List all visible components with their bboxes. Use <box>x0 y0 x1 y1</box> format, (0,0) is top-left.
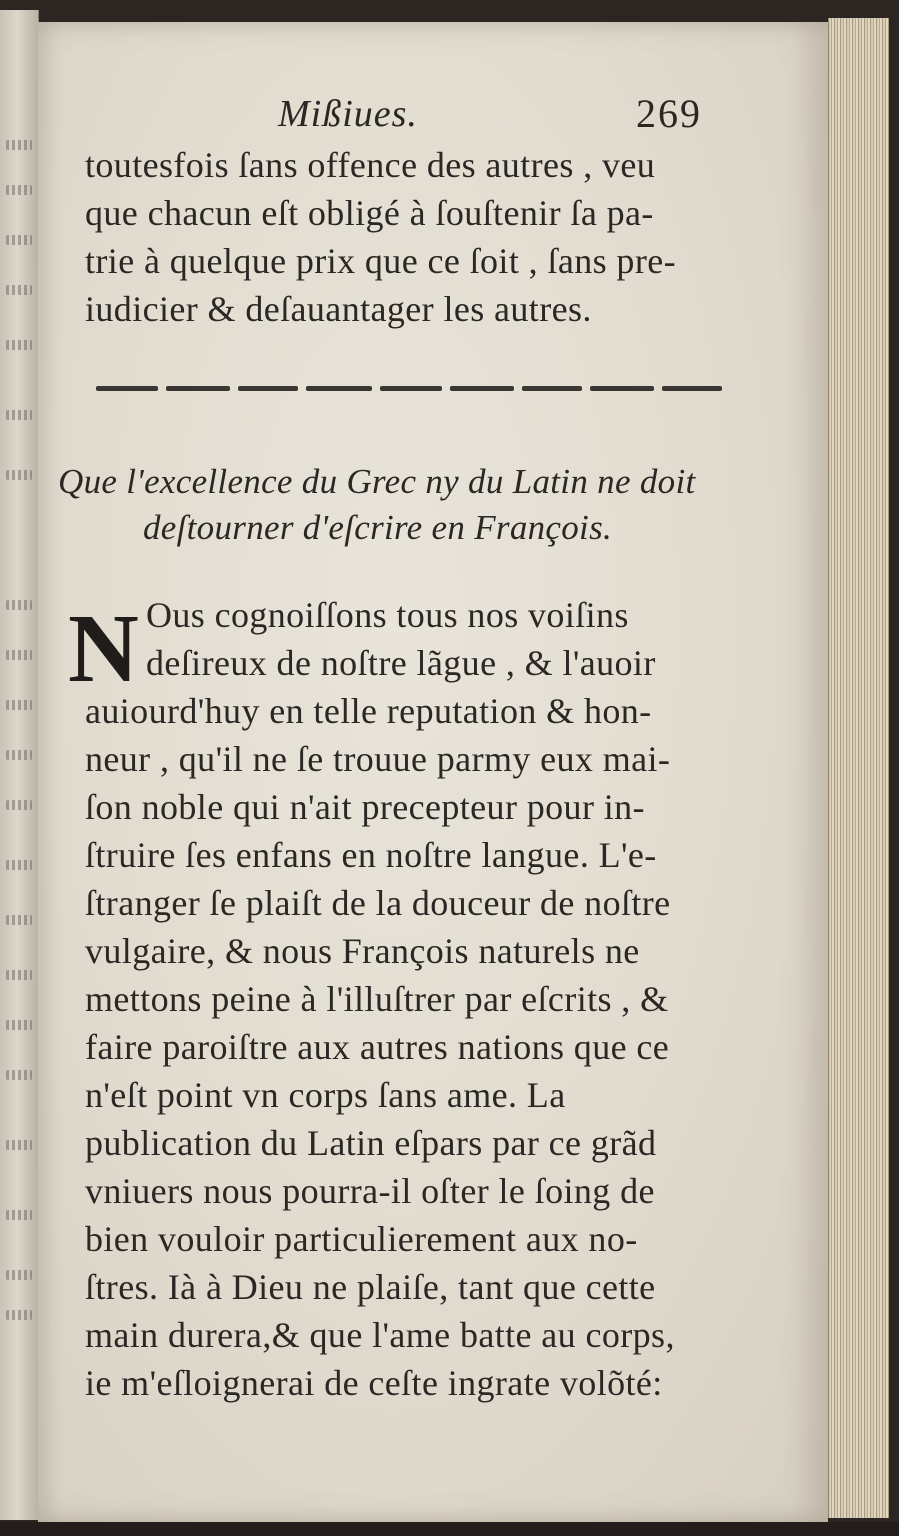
body-line: publication du Latin eſpars par ce grãd <box>85 1123 657 1163</box>
scan-background <box>0 1522 899 1536</box>
body-line: ie m'eſloignerai de ceſte ingrate volõté: <box>85 1363 663 1403</box>
body-line: ſtranger ſe plaiſt de la douceur de noſtre <box>85 883 671 923</box>
body-line: Ous cognoiſſons tous nos voiſins <box>146 595 629 635</box>
body-line: ſtres. Ià à Dieu ne plaiſe, tant que cette <box>85 1267 656 1307</box>
body-line: vulgaire, & nous François naturels ne <box>85 931 640 971</box>
section-heading-line-2: deſtourner d'eſcrire en François. <box>143 508 613 547</box>
body-line: neur , qu'il ne ſe trouue parmy eux mai- <box>85 739 671 779</box>
drop-cap-initial: N <box>68 595 139 703</box>
body-line: mettons peine à l'illuſtrer par eſcrits , & <box>85 979 669 1019</box>
running-head: Mißiues. <box>278 93 418 135</box>
body-line: main durera,& que l'ame batte au corps, <box>85 1315 675 1355</box>
page-fore-edge <box>828 18 889 1518</box>
body-line: vniuers nous pourra-il oſter le ſoing de <box>85 1171 655 1211</box>
facing-page-edge <box>0 10 39 1520</box>
printed-page <box>38 22 828 1522</box>
section-heading-line-1: Que l'excellence du Grec ny du Latin ne doit <box>58 462 696 501</box>
top-passage-line: iudicier & deſauantager les autres. <box>85 289 592 329</box>
body-line: auiourd'huy en telle reputation & hon- <box>85 691 652 731</box>
body-line: ſtruire ſes enfans en noſtre langue. L'e- <box>85 835 657 875</box>
page-number: 269 <box>636 91 702 136</box>
body-line: n'eſt point vn corps ſans ame. La <box>85 1075 566 1115</box>
body-line: faire paroiſtre aux autres nations que ce <box>85 1027 670 1067</box>
body-line: ſon noble qui n'ait precepteur pour in- <box>85 787 645 827</box>
top-passage-line: que chacun eſt obligé à ſouſtenir ſa pa- <box>85 193 654 233</box>
section-divider-rule <box>96 380 722 398</box>
top-passage-line: toutesfois ſans offence des autres , veu <box>85 145 656 185</box>
top-passage-line: trie à quelque prix que ce ſoit , ſans pre- <box>85 241 676 281</box>
body-line: deſireux de noſtre lãgue , & l'auoir <box>146 643 656 683</box>
body-line: bien vouloir particulierement aux no- <box>85 1219 638 1259</box>
